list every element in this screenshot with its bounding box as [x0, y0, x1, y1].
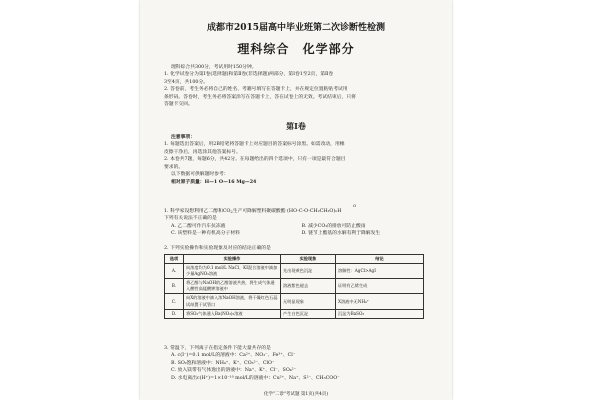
- table-row: [165, 294, 424, 309]
- question-line: 下列有关说法不正确的是: [164, 216, 217, 222]
- note-line: 皮擦干净后，再选涂其他答案标号。: [164, 149, 241, 155]
- exam-sheet: [140, 0, 452, 400]
- header-conclusion: 结论: [336, 255, 424, 264]
- option-c: C. 放入镁带有气体逸出的溶液中：Na⁺、K⁺、Cl⁻、SO₄²⁻: [171, 368, 297, 374]
- row-phenomenon: 产生白色沉淀: [281, 309, 336, 318]
- question-stem: [164, 208, 432, 215]
- row-phenomenon: 溶液紫色褪去: [281, 279, 336, 294]
- question-stem: 3. 常温下，下列离子在指定条件下能大量共存的是: [164, 346, 271, 351]
- row-conclusion: 溶解性：AgCl>AgI: [336, 264, 424, 279]
- option-b: B. SO₂饱和溶液中：NH₄⁺、K⁺、CO₃²⁻、ClO⁻: [171, 360, 275, 366]
- row-conclusion: 沉淀为BaSO₃: [336, 309, 424, 318]
- question-2-stem: [164, 245, 432, 252]
- question-3: [164, 345, 432, 382]
- part-label: 化学部分: [302, 42, 355, 56]
- option-d: D. 水电离出c(H⁺)=1×10⁻¹⁰ mol/L的溶液中：Cu²⁺、Na⁺、S²⁻、CH₃COO⁻: [171, 375, 340, 381]
- intro-line: 2. 答卷前，考生务必将自己的姓名、考籍号填写在答题卡上，并在规定位置粘贴考试用: [164, 87, 348, 93]
- intro-line: 3至4页，共100分。: [164, 79, 209, 85]
- option-b: B. 减少CO₂的排放可防止酸雨: [301, 223, 366, 229]
- table-row: [165, 309, 424, 318]
- question-stem: 2. 下列实验操作和实验现象及对应的结论正确的是: [164, 246, 271, 251]
- subject-label: 理科综合: [237, 42, 290, 56]
- header-operation: 实验操作: [184, 255, 281, 264]
- intro-line: 条形码。答卷时，考生务必将答案涂写在答题卡上，答在试卷上的无效。考试结束后，只将: [164, 94, 356, 100]
- row-operation: 将SO₂气体通入Ba(NO₃)₂溶液: [184, 309, 281, 318]
- intro-line: 理科综合共300分，考试用时150分钟。: [171, 65, 257, 70]
- table-row: [165, 264, 424, 279]
- row-operation: 向X的溶液中滴入浓NaOH溶液，将干燥红色石蕊试纸置于试管口: [184, 294, 281, 309]
- header-phenomenon: 实验现象: [281, 255, 336, 264]
- row-operation: 将乙醇与NaOH的乙醇溶液共热，将生成气体通入酸性高锰酸钾溶液中: [184, 279, 281, 294]
- question-1: [164, 204, 432, 238]
- page-footer: 化学"二诊"考试题 第1页(共4页): [263, 392, 329, 397]
- row-conclusion: X溶液中无NH₄⁺: [336, 294, 424, 309]
- header-option: 选项: [165, 255, 184, 264]
- notes-title: 注意事项：: [171, 134, 195, 140]
- section-title: 第Ⅰ卷: [286, 121, 306, 131]
- intro-line: 1. 化学试卷分为第Ⅰ卷(选择题)和第Ⅱ卷(非选择题)两部分，第Ⅰ卷1至2页，第Ⅱ卷: [164, 72, 334, 78]
- row-phenomenon: 无明显现象: [281, 294, 336, 309]
- option-a: A. c(I⁻)=0.1 mol/L的溶液中：Ca²⁺、NO₃⁻、Fe³⁺、Cl⁻: [171, 353, 296, 359]
- row-operation: 向浓度均为0.1 mol/L NaCl、KI混合溶液中滴加少量AgNO₃溶液: [184, 264, 281, 279]
- co2-subscript: 2: [230, 210, 233, 214]
- note-line: 1. 每题选出答案后，用2B铅笔将答题卡上对应题目的答案标号涂黑。如需改动，用橡: [164, 142, 345, 148]
- subject-heading: [140, 40, 452, 57]
- exam-title: 成都市2015届高中毕业班第二次诊断性检测: [206, 23, 386, 33]
- row-option: B.: [165, 279, 184, 294]
- q1-prefix: 1. 科学家设想利用乙二醇和CO: [164, 209, 231, 214]
- q1-stem-rest: 生产可降解塑料聚碳酸酯: [232, 209, 286, 214]
- note-line: 要求的。: [164, 164, 184, 170]
- row-conclusion: 证明有乙烯生成: [336, 279, 424, 294]
- option-c: C. 该塑料是一种有机高分子材料: [171, 231, 240, 237]
- row-phenomenon: 先出现黄色沉淀: [281, 264, 336, 279]
- experiment-table: [164, 254, 424, 319]
- option-d: D. 链节上酯基的水解有利于降解发生: [301, 231, 381, 237]
- q1-options: [164, 223, 432, 238]
- note-line: 以下数据可供解题时参考：: [171, 172, 229, 178]
- table-header-row: [165, 255, 424, 264]
- note-line: 2. 本卷共7题，每题6分，共42分。在每题给出的四个选项中，只有一项是最符合题目: [164, 157, 346, 163]
- notes-block: [164, 134, 432, 186]
- table-row: [165, 279, 424, 294]
- row-option: C.: [165, 294, 184, 309]
- atomic-mass-line: 相对原子质量：H—1 O—16 Mg—24: [171, 178, 257, 185]
- intro-block: [164, 64, 432, 109]
- intro-line: 答题卡交回。: [164, 102, 193, 108]
- formula-carbonyl-o: O: [353, 203, 357, 208]
- option-a: A. 乙二醇可作汽车抗冻液: [171, 223, 226, 229]
- row-option: A.: [165, 264, 184, 279]
- row-option: D.: [165, 309, 184, 318]
- polymer-formula: (HO-C-O-CH₂CH₂O)ₙH: [287, 209, 342, 214]
